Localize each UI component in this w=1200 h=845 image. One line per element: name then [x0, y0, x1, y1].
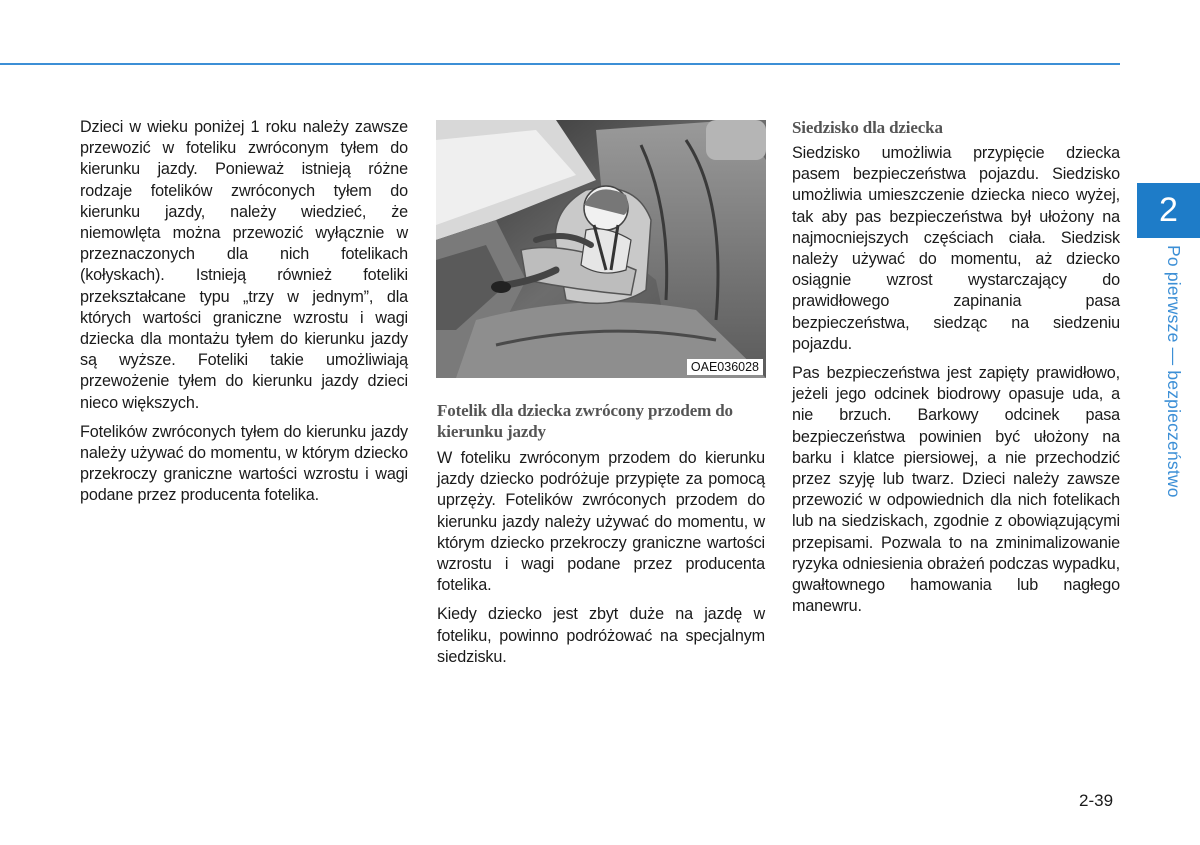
paragraph: W foteliku zwróconym przodem do kierunku jazdy dziecko podróżuje przypięte za pomocą uprzęży. Fotelików zwróconych przodem do kierunku jazdy należy używać do momentu, w którym dziecko przekroczy graniczne wartości wzrostu i wagi podane przez producenta fotelika. — [437, 449, 765, 595]
section-heading: Siedzisko dla dziecka — [792, 118, 943, 137]
chapter-title: Po pierwsze — bezpieczeństwo — [1164, 245, 1184, 498]
chapter-number-tab[interactable]: 2 — [1137, 183, 1200, 238]
page-number: 2-39 — [1079, 791, 1114, 810]
paragraph: Dzieci w wieku poniżej 1 roku należy zawsze przewozić w foteliku zwróconym tyłem do kierunku jazdy. Ponieważ istnieją różne rodzaje fotelików zwróconych tyłem do kierunku jazdy, należy wiedzieć, że niemowlęta można przewozić wyłącznie w przeznaczonych dla nich fotelikach (kołyskach). Istnieją również foteliki przekształcane typu „trzy w jednym”, dla których wartości graniczne wzrostu i wagi dziecka dla montażu tyłem do kierunku jazdy są wyższe. Foteliki takie umożliwiają przewożenie tyłem do kierunku jazdy dzieci nieco większych. — [80, 118, 408, 412]
section-heading: Fotelik dla dziecka zwrócony przodem do kierunku jazdy — [437, 401, 733, 441]
paragraph: Kiedy dziecko jest zbyt duże na jazdę w foteliku, powinno podróżować na specjalnym siedzisku. — [437, 605, 765, 666]
paragraph: Pas bezpieczeństwa jest zapięty prawidłowo, jeżeli jego odcinek biodrowy opasuje uda, a nie brzuch. Barkowy odcinek pasa bezpieczeństwa powinien być ułożony na barku i klatce piersiowej, a nie przechodzić przez szyję lub twarz. Dzieci należy zawsze przewozić w odpowiednich dla nich fotelikach lub na siedziskach, zgodnie z obowiązującymi przepisami. Pozwala to na zminimalizowanie ryzyka odniesienia obrażeń podczas wypadku, gwałtownego hamowania lub nagłego manewru. — [792, 364, 1120, 616]
text-column-3 — [792, 117, 1120, 625]
paragraph: Fotelików zwróconych tyłem do kierunku jazdy należy używać do momentu, w którym dziecko przekroczy graniczne wartości wzrostu i wagi podane przez producenta fotelika. — [80, 422, 408, 505]
car-interior-image — [436, 120, 766, 378]
text-column-2 — [437, 400, 765, 676]
child-seat-illustration — [436, 120, 766, 378]
figure-code: OAE036028 — [687, 359, 763, 375]
paragraph: Siedzisko umożliwia przypięcie dziecka pasem bezpieczeństwa pojazdu. Siedzisko umożliwia umieszczenie dziecka nieco wyżej, tak aby pas bezpieczeństwa był ułożony na najmocniejszych częściach ciała. Siedzisk należy używać do momentu, aż dziecko osiągnie wzrost wystarczający do prawidłowego zapinania pasa bezpieczeństwa, siedząc na siedzeniu pojazdu. — [792, 144, 1120, 353]
text-column-1 — [80, 117, 408, 515]
header-rule — [0, 63, 1120, 65]
